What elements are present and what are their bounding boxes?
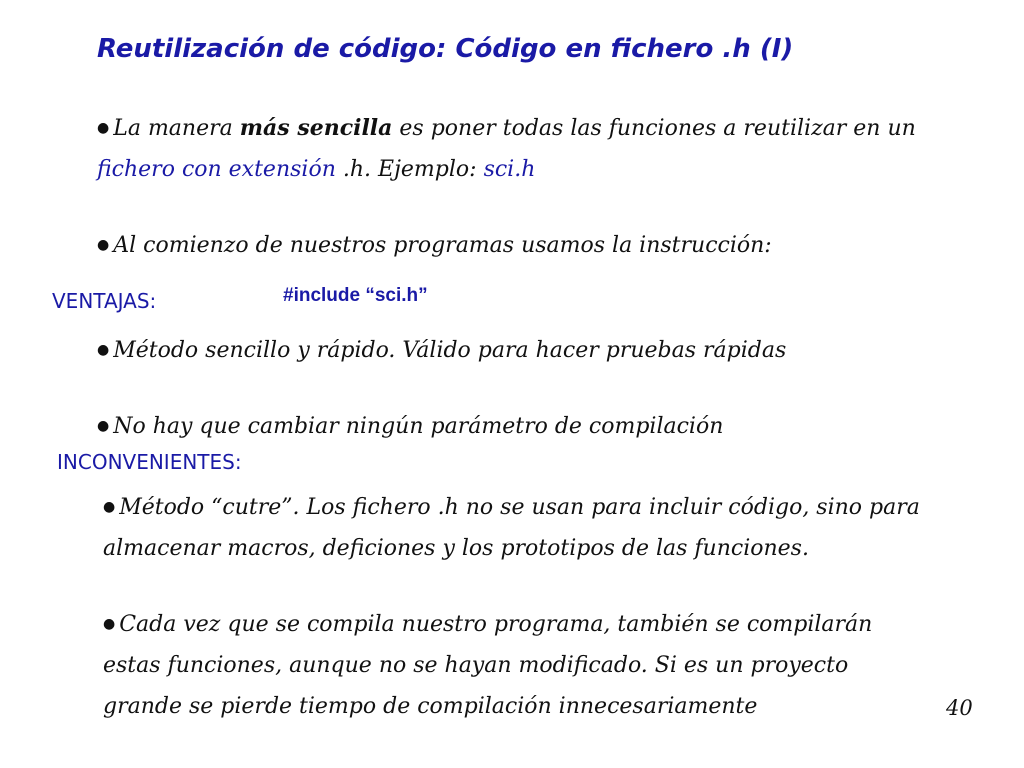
intro-bullet-1 (97, 108, 957, 190)
intro-example-filename: sci.h (483, 157, 536, 182)
intro-highlight: fichero con extensión (97, 157, 336, 182)
slide-title: Reutilización de código: Código en fichero .h (I) (97, 34, 794, 64)
inconvenientes-item-1-text: Método “cutre”. Los fichero .h no se usan para incluir código, sino para almacenar macros, deficiones y los prototipos de las funciones. (103, 495, 920, 561)
bullet-icon: ● (97, 120, 110, 136)
intro-bullet-2-text: Al comienzo de nuestros programas usamos la instrucción: (113, 233, 772, 258)
intro-text-start: La manera (113, 116, 240, 141)
bullet-icon: ● (97, 342, 110, 358)
bullet-icon: ● (97, 237, 110, 253)
intro-text-mid: es poner todas las funciones a reutilizar en un (392, 116, 916, 141)
ventajas-item-1-text: Método sencillo y rápido. Válido para hacer pruebas rápidas (113, 338, 787, 363)
bullet-icon: ● (103, 616, 116, 632)
bullet-icon: ● (97, 418, 110, 434)
inconvenientes-item-1 (103, 487, 933, 569)
ventajas-item-2-text: No hay que cambiar ningún parámetro de compilación (113, 414, 724, 439)
intro-bullet-2 (97, 225, 957, 266)
include-statement: #include “sci.h” (283, 285, 428, 306)
inconvenientes-item-2 (103, 604, 933, 727)
ventajas-item-1 (97, 330, 957, 371)
ventajas-label: VENTAJAS: (52, 289, 157, 313)
inconvenientes-label: INCONVENIENTES: (57, 450, 242, 474)
bullet-icon: ● (103, 499, 116, 515)
intro-emphasis: más sencilla (239, 115, 393, 141)
page-number: 40 (946, 696, 973, 720)
intro-text-end: .h. Ejemplo: (335, 157, 484, 182)
inconvenientes-item-2-text: Cada vez que se compila nuestro programa, también se compilarán estas funciones, aunque no se hayan modificado. Si es un proyecto grande se pierde tiempo de compilación innecesariamente (103, 612, 873, 719)
